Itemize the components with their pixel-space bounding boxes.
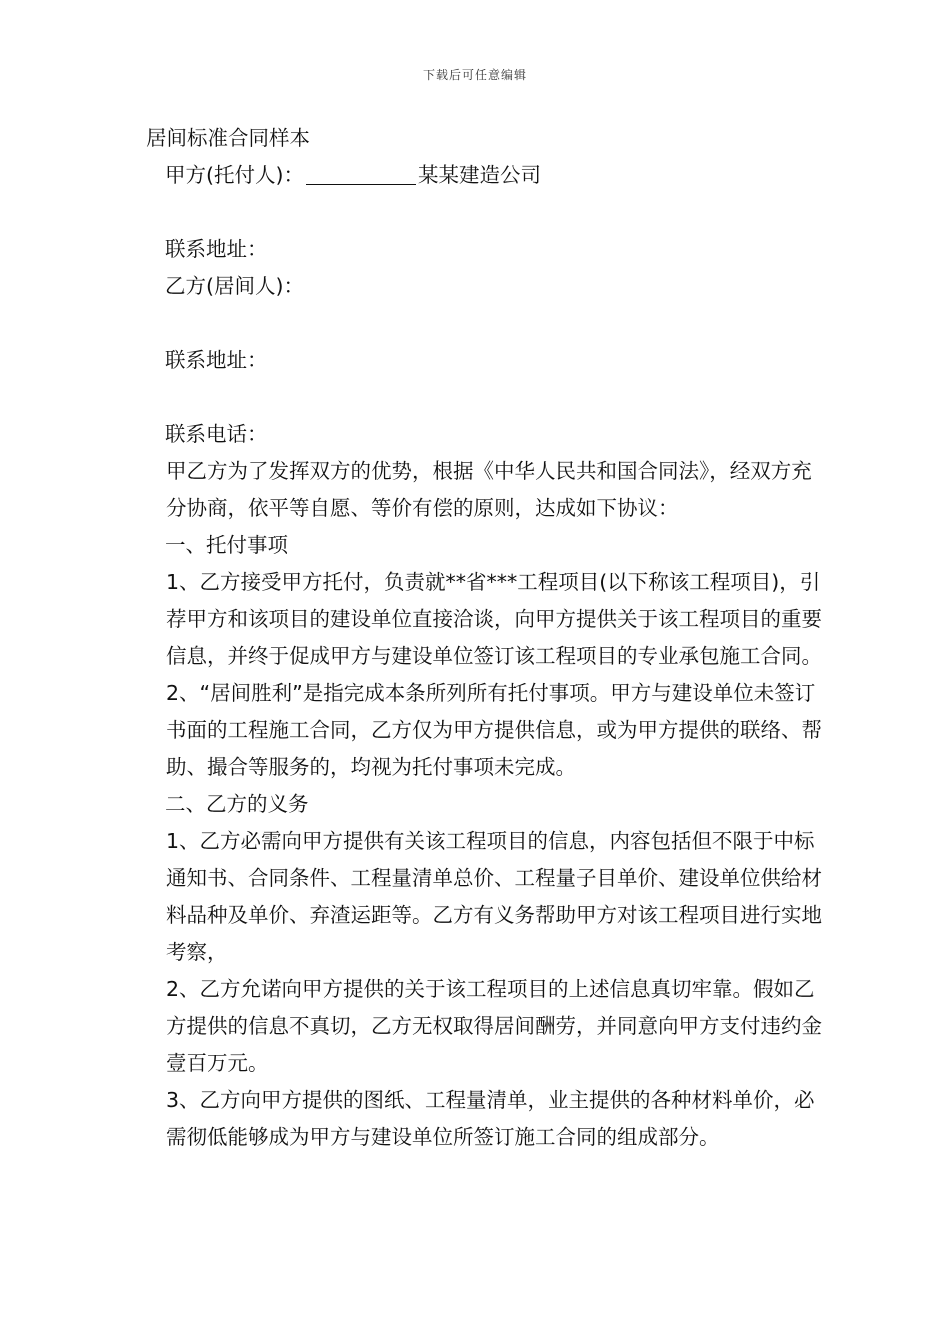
spacer — [146, 194, 826, 231]
party-a-line — [146, 157, 826, 194]
party-a-blank-line — [306, 160, 416, 185]
party-b-address: 联系地址： — [165, 348, 268, 372]
section1-item1: 1、乙方接受甲方托付，负责就**省***工程项目(以下称该工程项目)，引荐甲方和该项目的建设单位直接洽谈，向甲方提供关于该工程项目的重要信息，并终于促成甲方与建设单位签订该工程项目的专业承包施工合同。 — [166, 570, 822, 668]
spacer — [146, 379, 826, 416]
section1-item2: 2、“居间胜利”是指完成本条所列所有托付事项。甲方与建设单位未签订书面的工程施工合同，乙方仅为甲方提供信息，或为甲方提供的联络、帮助、撮合等服务的，均视为托付事项未完成。 — [166, 681, 822, 779]
document-title: 居间标准合同样本 — [146, 126, 310, 150]
page-header-note: 下载后可任意编辑 — [422, 68, 527, 82]
document-body — [146, 120, 826, 1156]
preamble-paragraph: 甲乙方为了发挥双方的优势，根据《中华人民共和国合同法》，经双方充分协商，依平等自愿、等价有偿的原则，达成如下协议： — [166, 459, 812, 520]
party-b-label: 乙方(居间人)： — [165, 274, 304, 298]
party-b-phone: 联系电话： — [165, 422, 268, 446]
section1-title: 一、托付事项 — [165, 533, 288, 557]
section2-title: 二、乙方的义务 — [165, 792, 309, 816]
section2-item2: 2、乙方允诺向甲方提供的关于该工程项目的上述信息真切牢靠。假如乙方提供的信息不真切，乙方无权取得居间酬劳，并同意向甲方支付违约金壹百万元。 — [166, 977, 822, 1075]
section2-item3: 3、乙方向甲方提供的图纸、工程量清单，业主提供的各种材料单价，必需彻低能够成为甲方与建设单位所签订施工合同的组成部分。 — [166, 1088, 815, 1149]
party-a-address: 联系地址： — [165, 237, 268, 261]
party-a-name: 某某建造公司 — [418, 163, 541, 187]
spacer — [146, 305, 826, 342]
section2-item1: 1、乙方必需向甲方提供有关该工程项目的信息，内容包括但不限于中标通知书、合同条件、工程量清单总价、工程量子目单价、建设单位供给材料品种及单价、弃渣运距等。乙方有义务帮助甲方对该工程项目进行实地考察， — [166, 829, 822, 964]
party-a-label: 甲方(托付人)： — [165, 163, 304, 187]
